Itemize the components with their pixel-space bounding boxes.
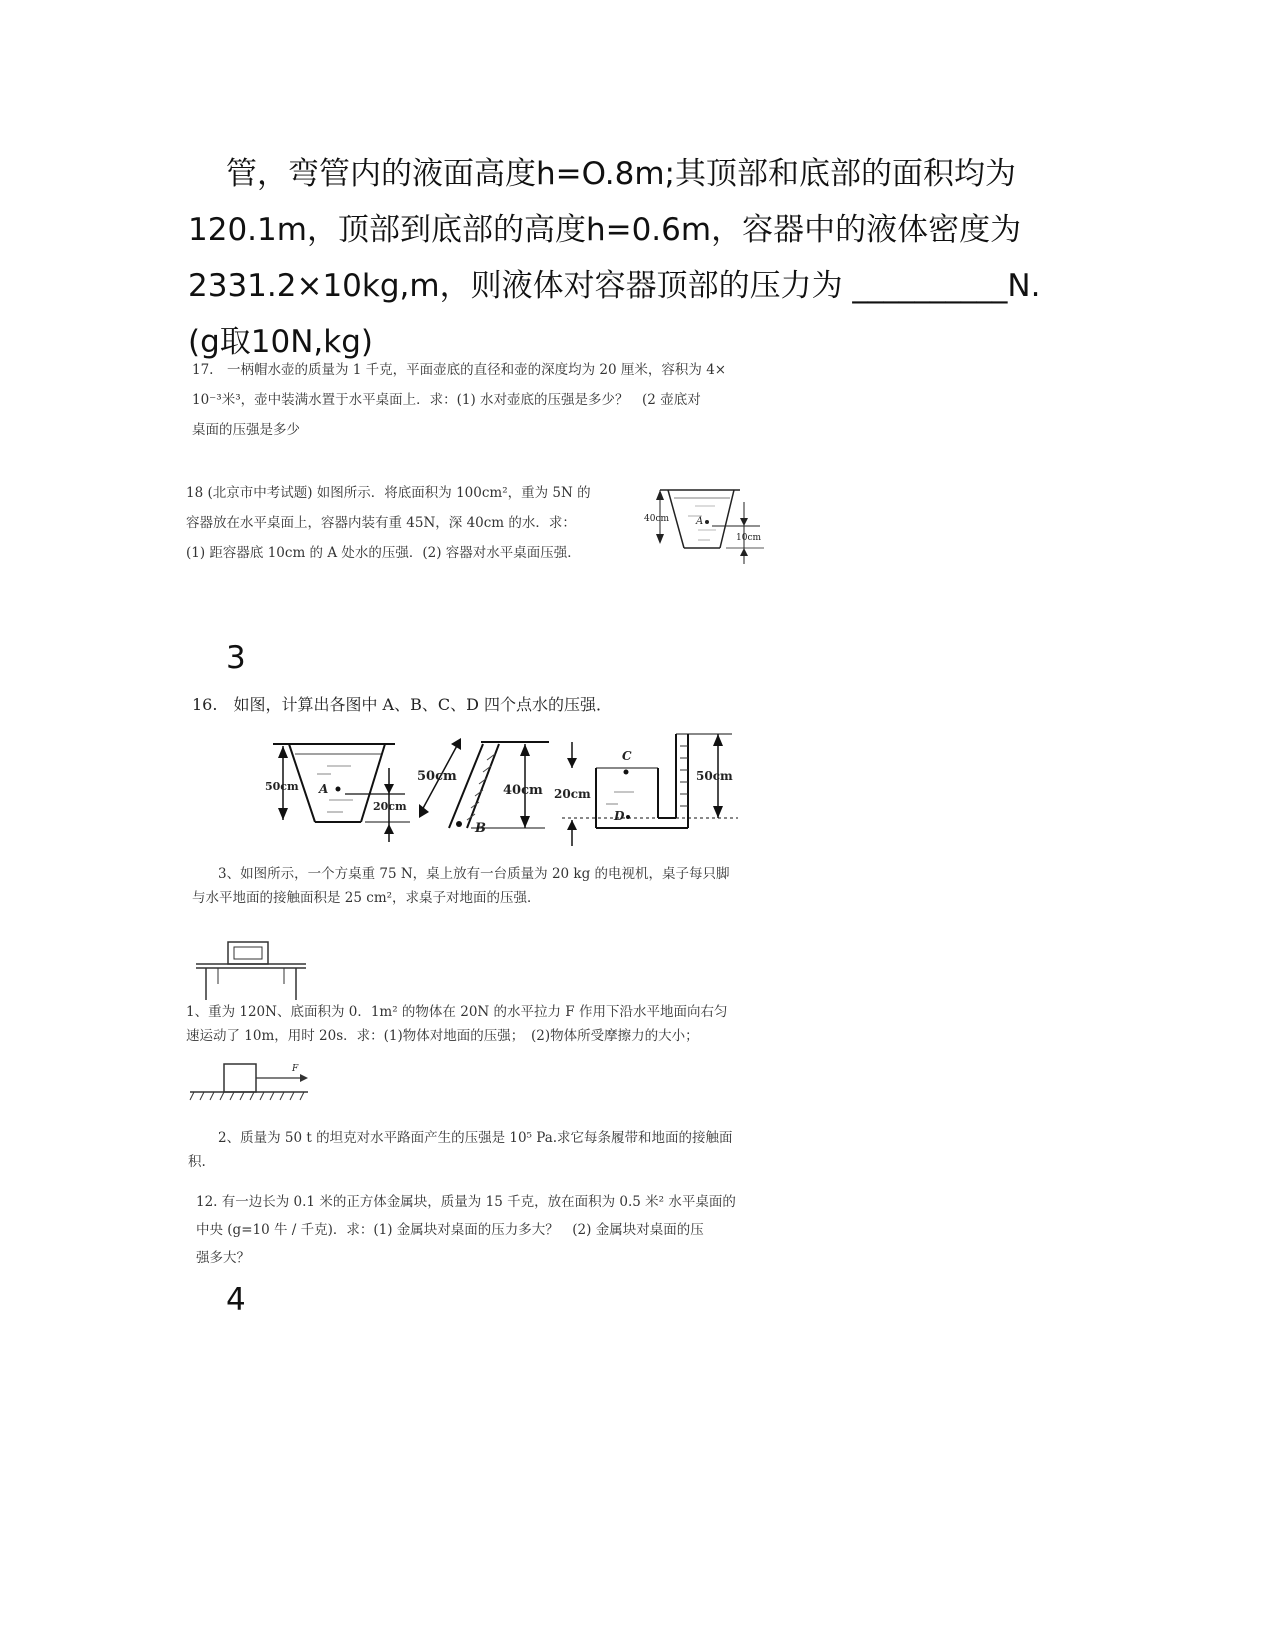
q18-point-label: A [696,516,704,527]
question-1 [186,1000,727,1048]
q17-line: 10⁻³米³，壶中装满水置于水平桌面上．求：(1) 水对壶底的压强是多少？ (2 壶底对 [192,392,701,408]
page-number: 3 [226,640,246,676]
intro-line: 管，弯管内的液面高度h=O.8m;其顶部和底部的面积均为 [226,156,1016,192]
intro-line: 120.1m，顶部到底部的高度h=0.6m，容器中的液体密度为 [188,212,1022,248]
q16-figure-2 [415,732,560,842]
q18-container-figure [640,482,770,572]
q16-fig1-height-label: 20cm [373,800,407,813]
question-16 [192,690,612,720]
q18-line: 18 (北京市中考试题) 如图所示．将底面积为 100cm²，重为 5N 的 [186,485,591,501]
q16-fig3-height-label: 20cm [554,787,591,801]
q16-fig3-point-c-label: C [622,749,632,763]
q16-fig2-depth-label: 40cm [503,783,543,798]
q1-force-label: F [292,1064,299,1074]
q18-depth-label: 40cm [644,514,670,524]
intro-line: 2331.2×10kg,m，则液体对容器顶部的压力为 __________N. [188,268,1041,304]
q16-fig1-point-label: A [319,782,329,796]
page-number: 4 [226,1282,246,1318]
intro-line: (g取10N,kg) [188,324,373,360]
q18-height-label: 10cm [736,533,762,543]
q2-line: 积. [188,1154,206,1170]
q18-line: (1) 距容器底 10cm 的 A 处水的压强．(2) 容器对水平桌面压强． [186,545,581,561]
q16-fig1-depth-label: 50cm [265,780,299,793]
q3-line: 与水平地面的接触面积是 25 cm²，求桌子对地面的压强． [192,890,541,906]
q16-figure-3 [552,728,742,848]
q17-line: 桌面的压强是多少 [192,422,300,438]
intro-paragraph [188,146,1088,370]
q12-line: 中央 (g=10 牛 / 千克)．求：(1) 金属块对桌面的压力多大？ (2) 金属块对桌面的压 [196,1222,704,1238]
question-12 [196,1188,736,1272]
q1-line: 1、重为 120N、底面积为 0．1m² 的物体在 20N 的水平拉力 F 作用下沿水平地面向右匀 [186,1004,728,1020]
q18-line: 容器放在水平桌面上，容器内装有重 45N，深 40cm 的水．求： [186,515,576,531]
q2-line: 2、质量为 50 t 的坦克对水平路面产生的压强是 10⁵ Pa.求它每条履带和地面的接触面 [218,1130,733,1146]
question-18 [186,478,591,568]
q16-figure-1 [265,738,415,848]
q17-line: 17. 一柄帽水壶的质量为 1 千克，平面壶底的直径和壶的深度均为 20 厘米，容积为 4× [192,362,727,378]
q16-fig2-point-label: B [475,821,486,836]
q3-table-figure [192,938,312,1002]
q16-line: 16. 如图，计算出各图中 A、B、C、D 四个点水的压强． [192,695,613,714]
q12-line: 强多大？ [196,1250,250,1266]
q16-fig2-slant-label: 50cm [417,769,457,784]
q16-fig3-point-d-label: D [614,809,625,823]
question-2 [188,1126,733,1174]
q12-line: 12. 有一边长为 0.1 米的正方体金属块，质量为 15 千克，放在面积为 0.5 米² 水平桌面的 [196,1194,736,1210]
question-17 [192,355,726,445]
q16-fig3-depth-label: 50cm [696,769,733,783]
q1-block-figure [188,1058,313,1104]
question-3 [192,862,730,910]
q1-line: 速运动了 10m，用时 20s．求：(1)物体对地面的压强； (2)物体所受摩擦力的大小； [186,1028,699,1044]
q3-line: 3、如图所示，一个方桌重 75 N，桌上放有一台质量为 20 kg 的电视机，桌子每只脚 [218,866,730,882]
